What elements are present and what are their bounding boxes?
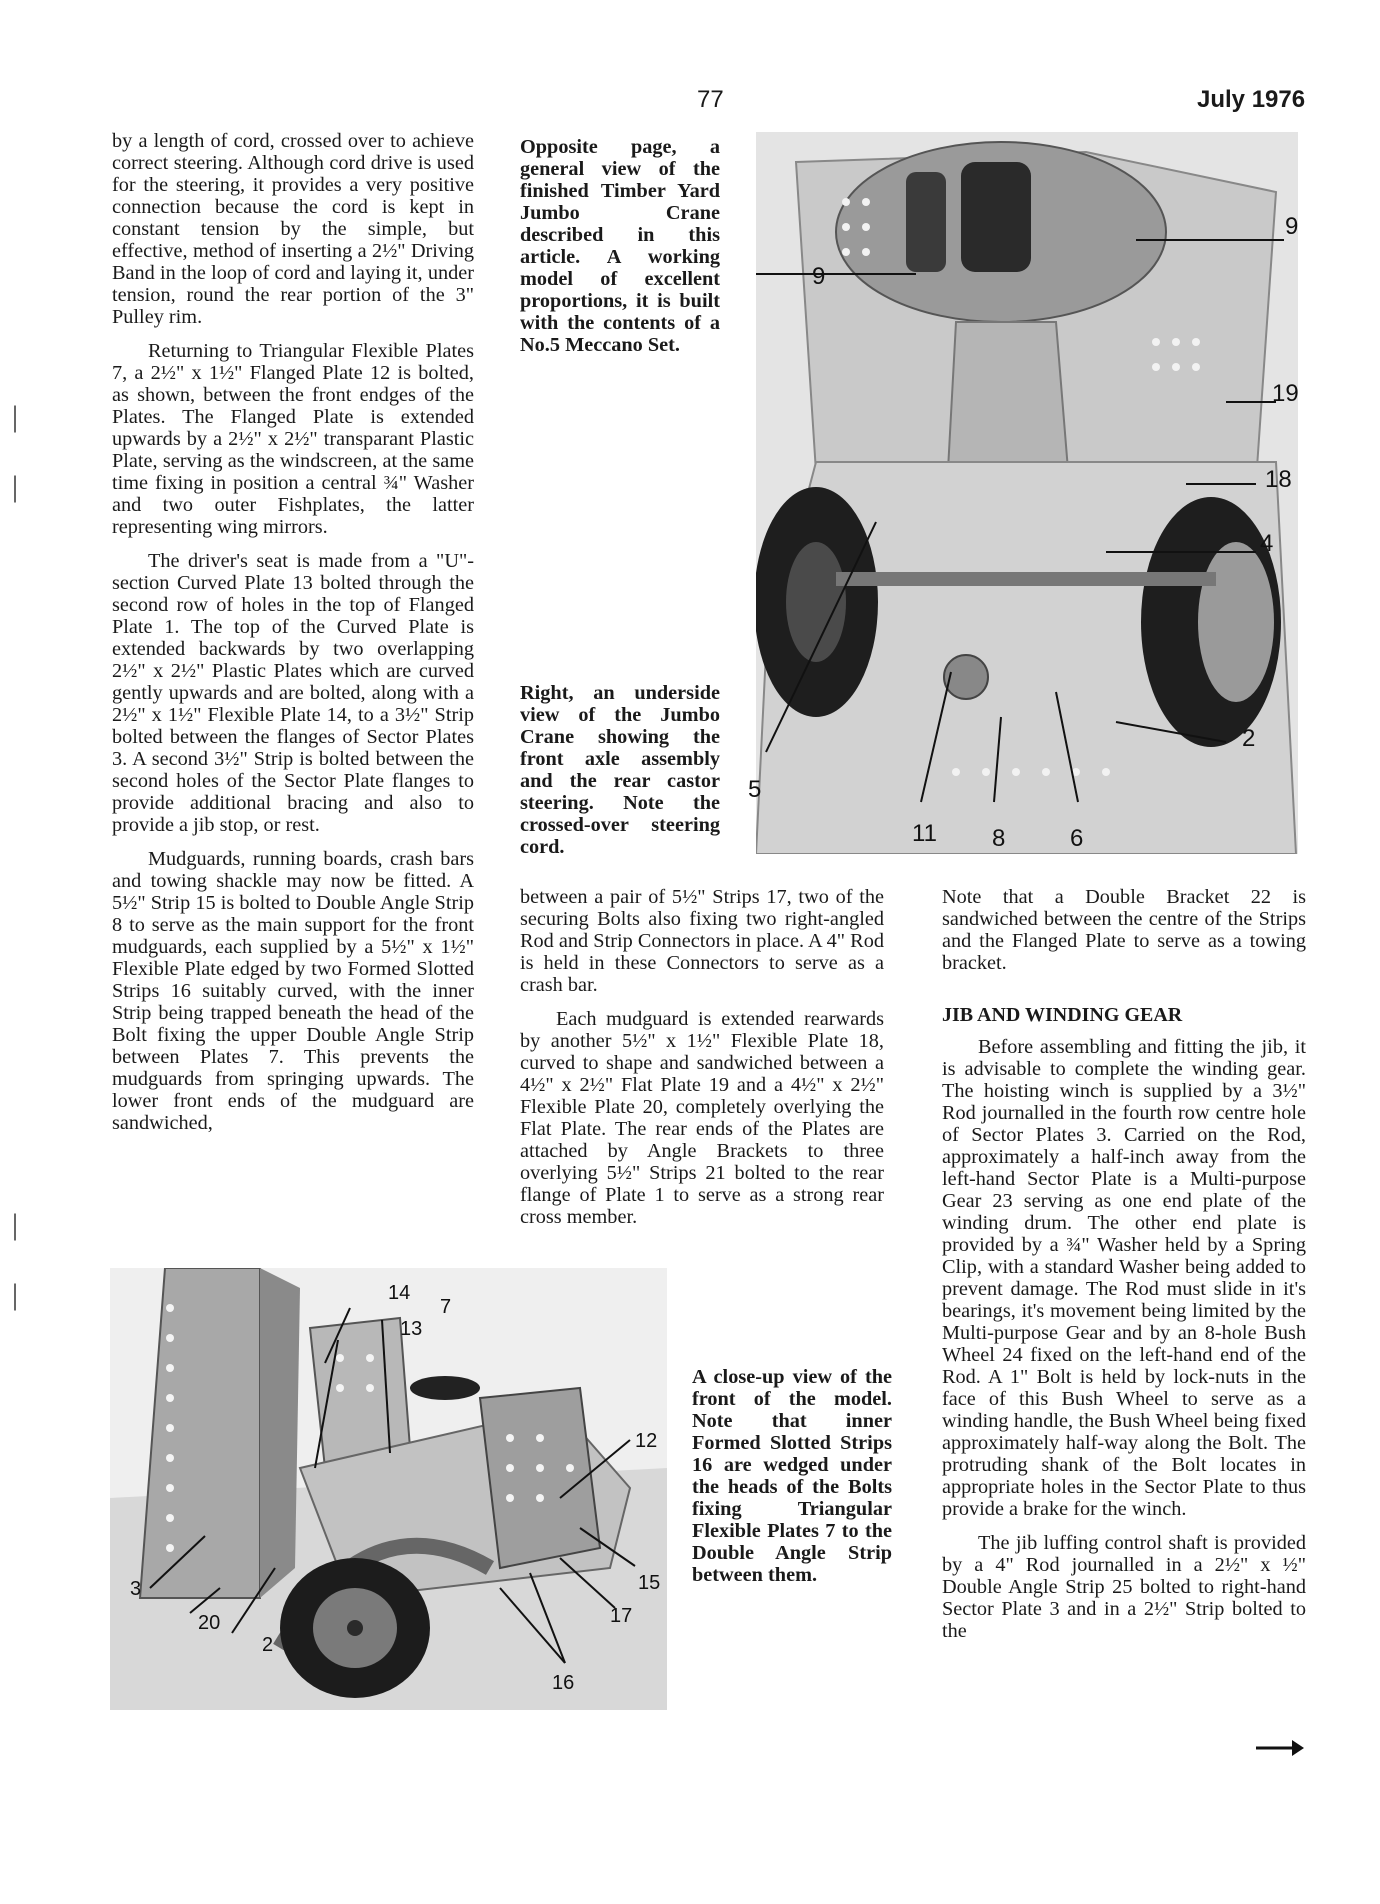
underside-photo — [756, 132, 1298, 854]
closeup-photo — [110, 1268, 667, 1710]
paragraph: The jib luffing control shaft is provided by a 4" Rod journalled in a 2½" x ½" Double Angle Strip 25 bolted to right-hand Sector Plate 3 and in a 2½" Strip bolted to the — [942, 1532, 1306, 1642]
paragraph: Before assembling and fitting the jib, it is advisable to complete the winding gear. The hoisting winch is supplied by a 3½" Rod journalled in the fourth row centre hole of Sector Plates 3. Carried on the Rod, approximately a half-inch away from the left-hand Sector Plate is a Multi-purpose Gear 23 serving as one end plate of the winding drum. The other end plate is provided by a ¾" Washer held by a Spring Clip, with a standard Washer being added to prevent damage. The Rod must slide in it's bearings, it's movement being limited by the Multi-purpose Gear and by an 8-hole Bush Wheel 24 fixed on the left-hand end of the Rod. A 1" Bolt is held by lock-nuts in the face of this Bush Wheel to serve as a winding handle, the Bush Wheel being fixed approximately half-way along the Bolt. The protruding shank of the Bolt locates in appropriate holes in the Sector Plate to thus provide a brake for the winch. — [942, 1036, 1306, 1520]
paragraph: The driver's seat is made from a "U"-section Curved Plate 13 bolted through the second row of holes in the top of Flanged Plate 1. The top of the Curved Plate is extended backwards by two overlapping 2½" x 2½" Plastic Plates which are curved gently upwards and are bolted, along with a 2½" x 1½" Flexible Plate 14, to a 3½" Strip bolted between the flanges of Sector Plates 3. A second 3½" Strip is bolted between the second holes of the Sector Plate flanges to provide additional bracing and also to provide a jib stop, or rest. — [112, 550, 474, 836]
margin-mark: | — [12, 400, 19, 433]
margin-mark: | — [12, 1278, 19, 1311]
callout-label: 15 — [638, 1572, 661, 1594]
margin-mark: | — [12, 1208, 19, 1241]
callout-label: 16 — [552, 1672, 575, 1694]
callout-label: 14 — [388, 1282, 411, 1304]
callout-label: 2 — [1242, 725, 1256, 752]
callout-label: 13 — [400, 1318, 423, 1340]
callout-label: 8 — [992, 825, 1006, 852]
photo-caption-top: Opposite page, a general view of the finished Timber Yard Jumbo Crane described in this article. A working model of excellent proportions, it is built with the contents of a No.5 Meccano Set. — [520, 136, 720, 356]
callout-label: 11 — [912, 820, 937, 847]
callout-label: 18 — [1265, 466, 1292, 493]
paragraph: Each mudguard is extended rearwards by another 5½" x 1½" Flexible Plate 18, curved to shape and sandwiched between a 4½" x 2½" Flat Plate 19 and a 4½" x 2½" Flexible Plate 20, completely overlying the Flat Plate. The rear ends of the Plates are attached by Angle Brackets to three overlying 5½" Strips 21 bolted to the rear flange of Plate 1 to serve as a strong rear cross member. — [520, 1008, 884, 1228]
callout-label: 9 — [1285, 213, 1299, 240]
callout-label: 9 — [812, 263, 826, 290]
article-column-2 — [520, 886, 884, 1240]
callout-label: 20 — [198, 1612, 221, 1634]
callout-label: 7 — [440, 1296, 452, 1318]
right-arrow-icon — [1256, 1738, 1304, 1758]
paragraph: Note that a Double Bracket 22 is sandwiched between the centre of the Strips and the Flanged Plate to serve as a towing bracket. — [942, 886, 1306, 974]
page-number: 77 — [697, 86, 724, 113]
callout-label: 19 — [1272, 380, 1299, 407]
paragraph: Mudguards, running boards, crash bars and towing shackle may now be fitted. A 5½" Strip 15 is bolted to Double Angle Strip 8 to serve as the main support for the front mudguards, each supplied by a 5½" x 1½" Flexible Plate edged by two Formed Slotted Strips 16 suitably curved, with the inner Strip being trapped beneath the head of the Bolt fixing the upper Double Angle Strip between Plates 7. This prevents the mudguards from springing upwards. The lower front ends of the mudguard are sandwiched, — [112, 848, 474, 1134]
article-column-3 — [942, 1004, 1306, 1654]
callout-label: 2 — [262, 1634, 274, 1656]
callout-label: 17 — [610, 1605, 633, 1627]
photo-caption-closeup: A close-up view of the front of the model. Note that inner Formed Slotted Strips 16 are wedged under the heads of the Bolts fixing Triangular Flexible Plates 7 to the Double Angle Strip between them. — [692, 1366, 892, 1586]
callout-label: 4 — [1260, 530, 1274, 557]
section-heading: JIB AND WINDING GEAR — [942, 1004, 1183, 1026]
paragraph: by a length of cord, crossed over to achieve correct steering. Although cord drive is used for the steering, it provides a very positive connection because the cord is kept in constant tension by the simple, but effective, method of inserting a 2½" Driving Band in the loop of cord and laying it, under tension, round the rear portion of the 3" Pulley rim. — [112, 130, 474, 328]
callout-label: 3 — [130, 1578, 142, 1600]
margin-mark: | — [12, 470, 19, 503]
article-column-1 — [112, 130, 474, 1146]
article-column-3-top — [942, 886, 1306, 986]
photo-caption-right: Right, an underside view of the Jumbo Crane showing the front axle assembly and the rear castor steering. Note the crossed-over steering cord. — [520, 682, 720, 858]
callout-label: 6 — [1070, 825, 1084, 852]
callout-label: 12 — [635, 1430, 658, 1452]
paragraph: between a pair of 5½" Strips 17, two of the securing Bolts also fixing two right-angled Rod and Strip Connectors in place. A 4" Rod is held in these Connectors to serve as a crash bar. — [520, 886, 884, 996]
callout-label: 5 — [748, 776, 762, 803]
paragraph: Returning to Triangular Flexible Plates 7, a 2½" x 1½" Flanged Plate 12 is bolted, as shown, between the front endges of the Plates. The Flanged Plate is extended upwards by a 2½" x 2½" transparant Plastic Plate, serving as the windscreen, at the same time fixing in position a central ¾" Washer and two outer Fishplates, the latter representing wing mirrors. — [112, 340, 474, 538]
issue-date: July 1976 — [1197, 86, 1306, 113]
